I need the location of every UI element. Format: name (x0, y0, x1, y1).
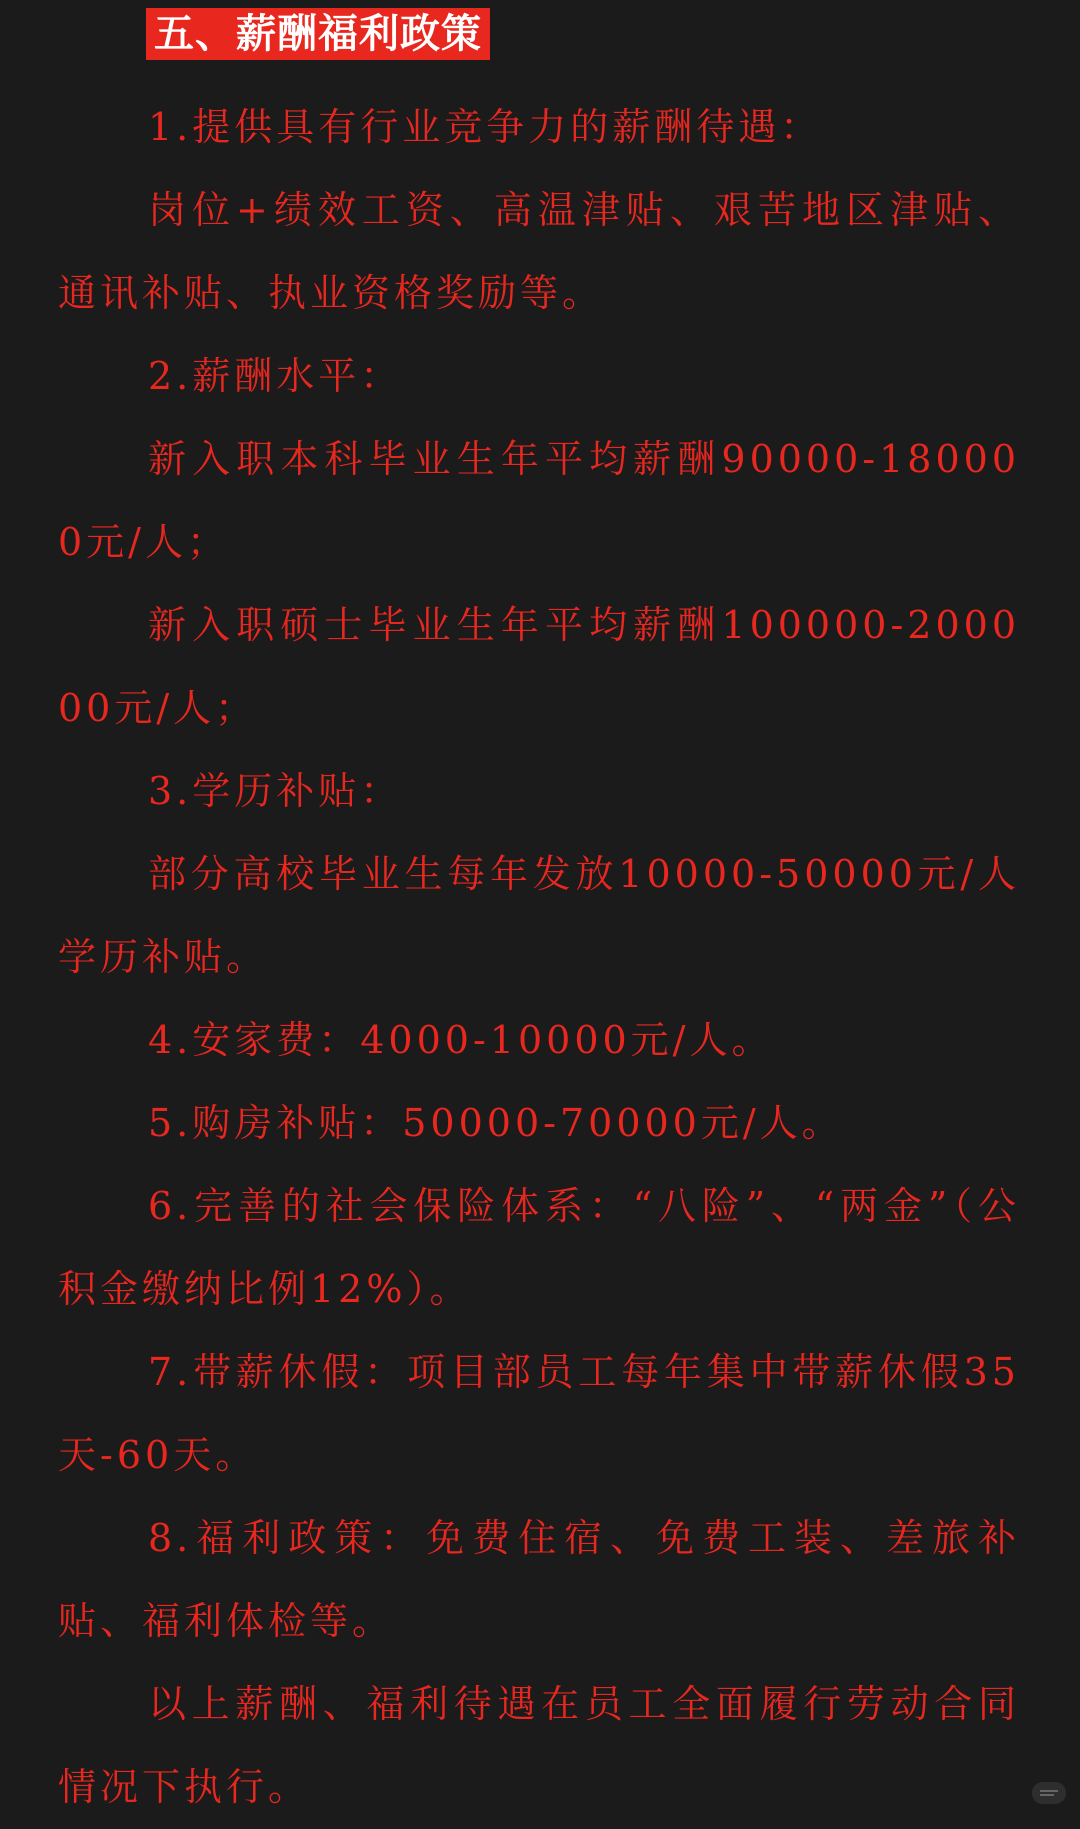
section-heading: 五、薪酬福利政策 (146, 8, 490, 60)
paragraph-education-subsidy-detail: 部分高校毕业生每年发放10000-50000元/人学历补贴。 (58, 852, 1020, 979)
paragraph-paid-leave: 7.带薪休假：项目部员工每年集中带薪休假35天-60天。 (58, 1350, 1020, 1477)
paragraph-housing-subsidy: 5.购房补贴：50000-70000元/人。 (148, 1101, 844, 1145)
paragraph-conditions: 以上薪酬、福利待遇在员工全面履行劳动合同情况下执行。 (58, 1682, 1020, 1809)
paragraph-settling-fee: 4.安家费：4000-10000元/人。 (148, 1018, 774, 1062)
paragraph-competitive-pay: 1.提供具有行业竞争力的薪酬待遇： (148, 105, 823, 149)
paragraph-social-insurance: 6.完善的社会保险体系：“八险”、“两金”（公积金缴纳比例12%）。 (58, 1184, 1020, 1311)
xiaohongshu-watermark-icon (1032, 1782, 1066, 1804)
policy-content (58, 86, 1020, 1829)
paragraph-salary-level: 2.薪酬水平： (148, 354, 403, 398)
paragraph-education-subsidy: 3.学历补贴： (148, 769, 403, 813)
paragraph-pay-components: 岗位+绩效工资、高温津贴、艰苦地区津贴、通讯补贴、执业资格奖励等。 (58, 188, 1020, 315)
paragraph-master-salary: 新入职硕士毕业生年平均薪酬100000-200000元/人； (58, 603, 1020, 730)
paragraph-welfare-policy: 8.福利政策：免费住宿、免费工装、差旅补贴、福利体检等。 (58, 1516, 1020, 1643)
paragraph-bachelor-salary: 新入职本科毕业生年平均薪酬90000-180000元/人； (58, 437, 1020, 564)
